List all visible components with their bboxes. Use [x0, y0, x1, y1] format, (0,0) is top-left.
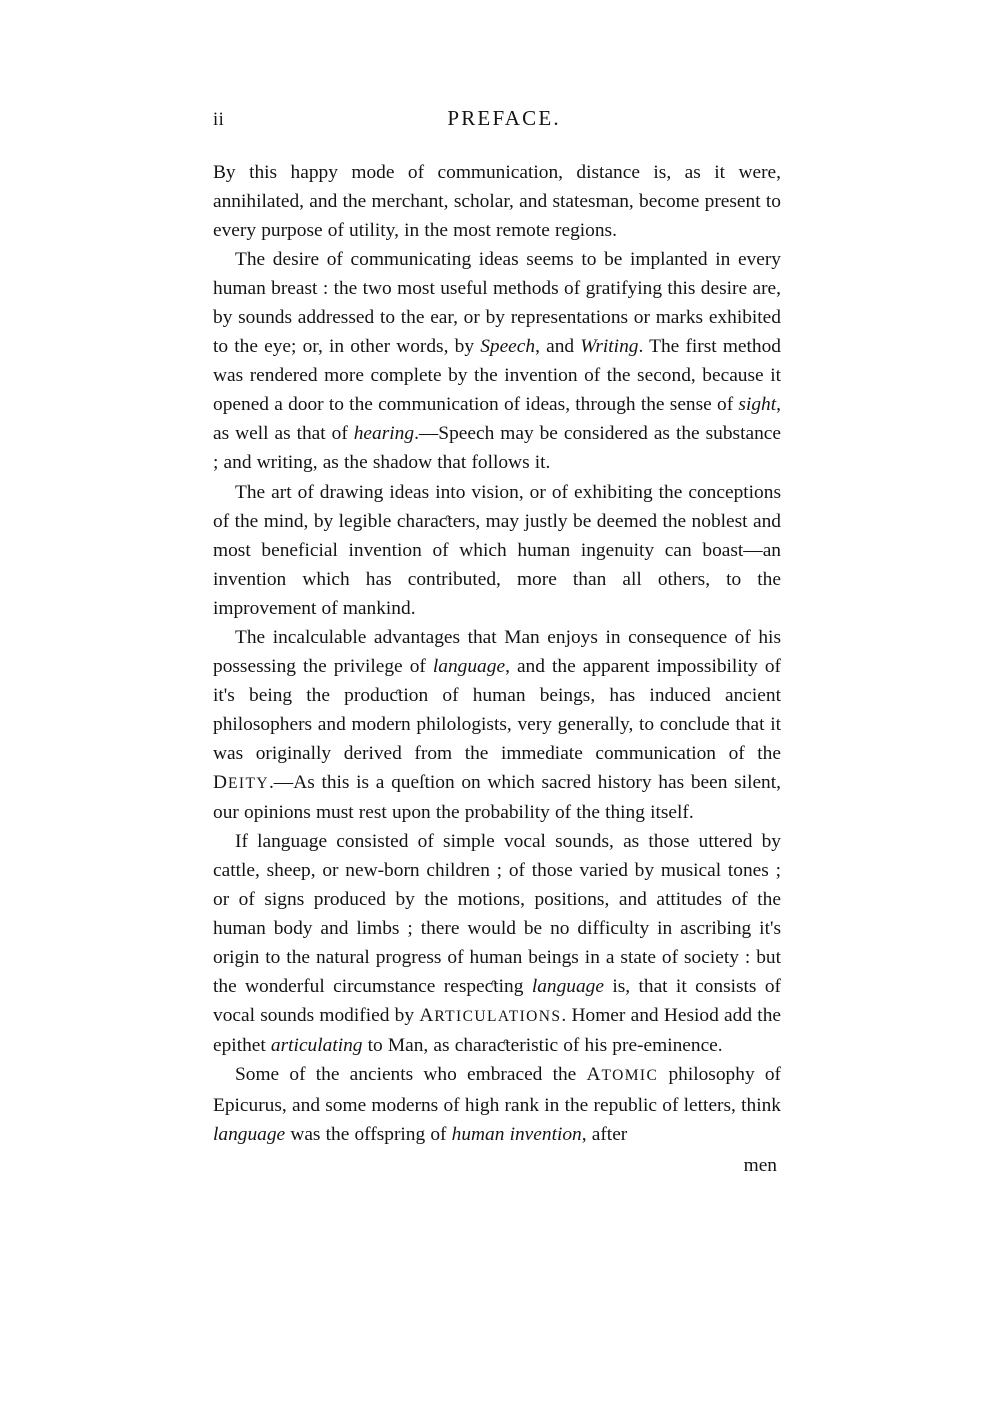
p2-segment-b: , and: [535, 336, 581, 358]
p2-segment-e: .—Speech may be considered as the substance ; and writing, as the shadow that follows it.: [213, 423, 781, 474]
p2-segment-c: . The first method was rendered more complete by the invention of the second, because it opened a door to the communication of ideas, through the sense of: [213, 336, 782, 416]
italic-articulating: articulating: [270, 1035, 363, 1057]
p4-segment-a: The incalculable advantages that Man enjoys in consequence of his possessing the privilege of: [213, 626, 781, 677]
italic-language: language: [432, 655, 506, 677]
p2-segment-d: , as well as that of: [213, 394, 781, 445]
p4-segment-c: .—As this is a queſtion on which sacred history has been silent, our opinions must rest upon the probability of the thing itself.: [213, 771, 781, 824]
p2-segment-a: The desire of communicating ideas seems to be implanted in every human breast : the two most useful methods of gratifying this desire are, by sounds addressed to the ear, or by representations or marks exhibited to the eye; or, in other words, by: [213, 249, 781, 358]
paragraph-2: [213, 245, 781, 477]
folio-number: ii: [213, 110, 225, 130]
smallcaps-atomic: TOMIC: [601, 1067, 659, 1085]
paragraph-6: [213, 1060, 781, 1148]
italic-language-3: language: [213, 1123, 286, 1145]
italic-language-2: language: [531, 976, 604, 998]
p6-segment-d: , after: [581, 1123, 628, 1145]
paragraph-1: [213, 158, 781, 245]
paragraph-1-text: By this happy mode of communication, distance is, as it were, annihilated, and the merchant, scholar, and statesman, become present to every purpose of utility, in the most remote regions.: [213, 162, 781, 242]
italic-human-invention: human invention: [451, 1123, 582, 1145]
p5-segment-a: If language consisted of simple vocal sounds, as those uttered by cattle, sheep, or new-born children ; of those varied by musical tones ; or of signs produced by the motions, positions, and attitudes of the human body and limbs ; there would be no difficulty in ascribing it's origin to the natural progress of human beings in a state of society : but the wonderful circumstance respeƈting: [213, 831, 781, 998]
running-head: PREFACE.: [447, 106, 561, 130]
p5-segment-b: is, that it consists of vocal sounds modified by: [213, 976, 781, 1027]
smallcaps-articulations-initial: A: [419, 1005, 435, 1027]
smallcaps-articulations: RTICULATIONS: [434, 1008, 562, 1026]
smallcaps-atomic-initial: A: [586, 1064, 602, 1086]
smallcaps-deity: EITY: [228, 774, 269, 792]
p4-segment-b: , and the apparent impossibility of it's being the produƈtion of human beings, has induced ancient philosophers and modern philologists, very generally, to conclude that it was originally derived from the immediate communication of the: [213, 655, 781, 764]
p6-segment-a: Some of the ancients who embraced the: [235, 1064, 587, 1086]
text-block: [213, 100, 781, 1180]
page-header: [213, 100, 781, 158]
p6-segment-b: philosophy of Epicurus, and some moderns of high rank in the republic of letters, think: [213, 1064, 782, 1116]
paragraph-3: [213, 478, 781, 623]
italic-speech: Speech: [480, 336, 536, 358]
italic-sight: sight: [738, 394, 777, 416]
p5-segment-c: . Homer and Hesiod add the epithet: [213, 1005, 781, 1057]
smallcaps-deity-initial: D: [213, 771, 229, 793]
catchword: men: [743, 1154, 777, 1176]
paragraph-4: [213, 623, 781, 827]
italic-writing: Writing: [580, 336, 639, 358]
p6-segment-c: was the offspring of: [285, 1123, 452, 1145]
paragraph-3-text: The art of drawing ideas into vision, or of exhibiting the conceptions of the mind, by legible charaƈters, may justly be deemed the noblest and most beneficial invention of which human ingenuity can boast—an invention which has contributed, more than all others, to the improvement of mankind.: [213, 481, 781, 619]
italic-hearing: hearing: [353, 423, 415, 445]
paragraph-5: [213, 827, 781, 1060]
p5-segment-d: to Man, as charaƈteristic of his pre-eminence.: [362, 1035, 723, 1057]
